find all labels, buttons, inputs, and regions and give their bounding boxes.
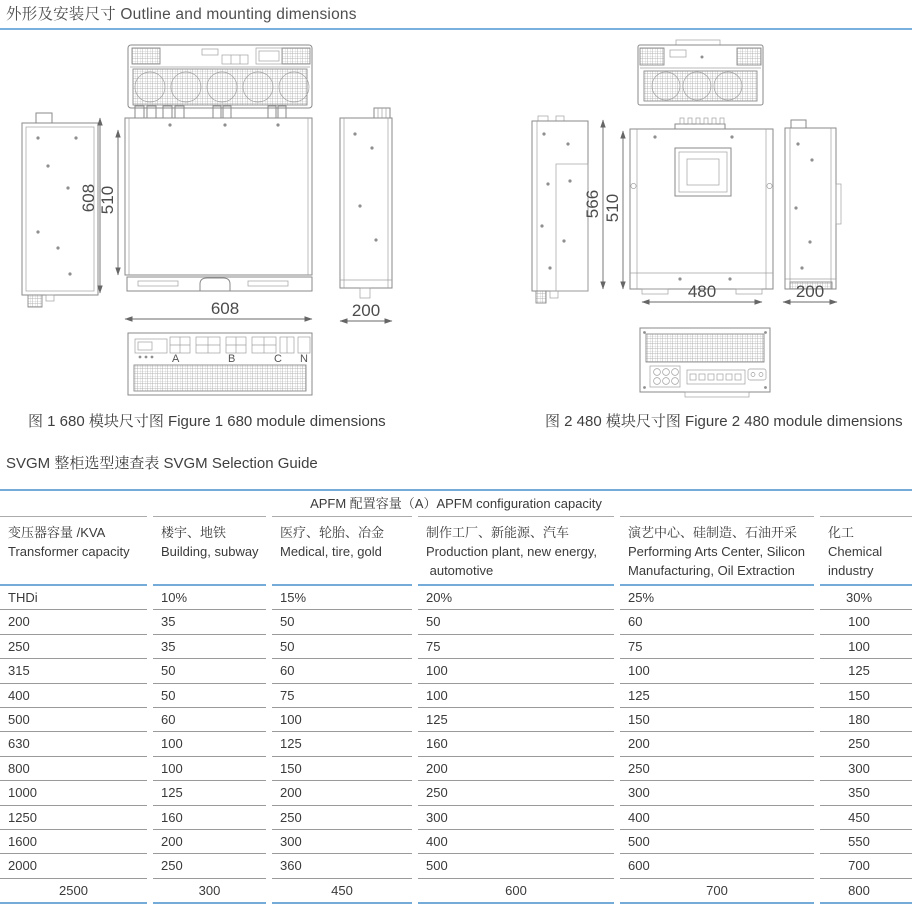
table-cell: 75 bbox=[418, 635, 614, 659]
table-row bbox=[0, 781, 912, 805]
table-cell: 125 bbox=[418, 708, 614, 732]
table-cell: 300 bbox=[820, 757, 912, 781]
fig1-dim-200-depth: 200 bbox=[351, 301, 381, 320]
table-cell: 15% bbox=[272, 586, 412, 610]
table-cell: 20% bbox=[418, 586, 614, 610]
table-span-header: APFM 配置容量（A）APFM configuration capacity bbox=[0, 489, 912, 516]
table-cell: 400 bbox=[418, 830, 614, 854]
table-cell: 200 bbox=[418, 757, 614, 781]
fig1-front-view bbox=[125, 106, 312, 291]
column-header: 变压器容量 /KVA Transformer capacity bbox=[0, 516, 147, 586]
table-cell: 300 bbox=[418, 806, 614, 830]
fig2-front-view bbox=[630, 118, 773, 294]
table-cell: 150 bbox=[820, 684, 912, 708]
table-cell: 150 bbox=[272, 757, 412, 781]
table-cell: 100 bbox=[820, 610, 912, 634]
table-cell: 100 bbox=[153, 732, 266, 756]
fig1-connector-label-a: A bbox=[172, 353, 180, 365]
table-cell: 500 bbox=[418, 854, 614, 878]
table-cell: 200 bbox=[0, 610, 147, 634]
table-cell: 50 bbox=[272, 610, 412, 634]
table-cell: 60 bbox=[620, 610, 814, 634]
table-cell: 160 bbox=[418, 732, 614, 756]
table-cell: 200 bbox=[153, 830, 266, 854]
fig1-connector-label-n: N bbox=[300, 353, 308, 365]
table-cell: 50 bbox=[272, 635, 412, 659]
table-column-headers bbox=[0, 516, 912, 586]
column-header: 楼宇、地铁 Building, subway bbox=[153, 516, 266, 586]
table-row bbox=[0, 830, 912, 854]
table-cell: 30% bbox=[820, 586, 912, 610]
table-cell: 100 bbox=[418, 659, 614, 683]
figure1-caption: 图 1 680 模块尺寸图 Figure 1 680 module dimensions bbox=[28, 413, 386, 430]
column-header: 制作工厂、新能源、汽车 Production plant, new energy, automotive bbox=[418, 516, 614, 586]
fig2-bottom-view bbox=[640, 328, 770, 397]
fig1-dim-510-vertical: 510 bbox=[98, 185, 117, 215]
table-cell: 500 bbox=[0, 708, 147, 732]
table-cell: 75 bbox=[620, 635, 814, 659]
fig2-display-screen bbox=[675, 148, 731, 196]
table-row bbox=[0, 708, 912, 732]
table-cell: 200 bbox=[272, 781, 412, 805]
table-cell: 125 bbox=[620, 684, 814, 708]
section-title: SVGM 整柜选型速查表 SVGM Selection Guide bbox=[6, 455, 318, 472]
table-cell: 600 bbox=[620, 854, 814, 878]
table-cell: 250 bbox=[153, 854, 266, 878]
table-cell: 250 bbox=[272, 806, 412, 830]
fig1-bottom-view bbox=[128, 333, 312, 395]
table-cell: 250 bbox=[820, 732, 912, 756]
table-cell: 25% bbox=[620, 586, 814, 610]
figure2-caption: 图 2 480 模块尺寸图 Figure 2 480 module dimensions bbox=[545, 413, 903, 430]
table-cell: 10% bbox=[153, 586, 266, 610]
table-cell: 180 bbox=[820, 708, 912, 732]
fig2-dimensions bbox=[583, 120, 837, 302]
table-cell: 2500 bbox=[0, 879, 147, 904]
fig1-connector-label-c: C bbox=[274, 353, 282, 365]
table-cell: 250 bbox=[620, 757, 814, 781]
column-header: 化工 Chemical industry bbox=[820, 516, 912, 586]
table-cell: 300 bbox=[153, 879, 266, 904]
fig1-dim-608-vertical: 608 bbox=[79, 183, 98, 213]
table-row bbox=[0, 586, 912, 610]
table-row bbox=[0, 732, 912, 756]
table-cell: 315 bbox=[0, 659, 147, 683]
table-cell: THDi bbox=[0, 586, 147, 610]
table-cell: 600 bbox=[418, 879, 614, 904]
table-row bbox=[0, 757, 912, 781]
table-cell: 100 bbox=[418, 684, 614, 708]
table-cell: 700 bbox=[620, 879, 814, 904]
table-cell: 700 bbox=[820, 854, 912, 878]
table-cell: 160 bbox=[153, 806, 266, 830]
table-cell: 125 bbox=[820, 659, 912, 683]
table-cell: 500 bbox=[620, 830, 814, 854]
column-header: 演艺中心、硅制造、石油开采 Performing Arts Center, Silicon Manufacturing, Oil Extraction bbox=[620, 516, 814, 586]
table-cell: 150 bbox=[620, 708, 814, 732]
fig1-connector-label-b: B bbox=[228, 353, 236, 365]
table-cell: 125 bbox=[272, 732, 412, 756]
table-row bbox=[0, 635, 912, 659]
table-cell: 800 bbox=[820, 879, 912, 904]
table-body bbox=[0, 586, 912, 903]
fig2-dim-566-vertical: 566 bbox=[583, 189, 602, 219]
table-cell: 35 bbox=[153, 610, 266, 634]
table-cell: 200 bbox=[620, 732, 814, 756]
table-cell: 300 bbox=[620, 781, 814, 805]
fig2-dim-200-depth: 200 bbox=[795, 282, 825, 301]
table-cell: 60 bbox=[272, 659, 412, 683]
table-cell: 1000 bbox=[0, 781, 147, 805]
selection-table bbox=[0, 489, 912, 903]
fig1-top-view bbox=[128, 45, 312, 108]
table-cell: 100 bbox=[153, 757, 266, 781]
table-row bbox=[0, 854, 912, 878]
table-cell: 250 bbox=[0, 635, 147, 659]
page-title: 外形及安装尺寸 Outline and mounting dimensions bbox=[6, 6, 357, 23]
table-cell: 50 bbox=[153, 684, 266, 708]
table-cell: 2000 bbox=[0, 854, 147, 878]
fig2-right-side-view bbox=[785, 120, 841, 289]
table-cell: 450 bbox=[272, 879, 412, 904]
table-cell: 60 bbox=[153, 708, 266, 732]
table-row bbox=[0, 806, 912, 830]
fig2-dim-480-horizontal: 480 bbox=[687, 282, 717, 301]
figure2-drawing-480 bbox=[490, 36, 912, 406]
table-cell: 1250 bbox=[0, 806, 147, 830]
table-cell: 100 bbox=[272, 708, 412, 732]
table-cell: 300 bbox=[272, 830, 412, 854]
fig1-dim-608-horizontal: 608 bbox=[210, 299, 240, 318]
column-header: 医疗、轮胎、冶金 Medical, tire, gold bbox=[272, 516, 412, 586]
table-cell: 50 bbox=[153, 659, 266, 683]
table-cell: 400 bbox=[620, 806, 814, 830]
table-cell: 100 bbox=[820, 635, 912, 659]
table-cell: 50 bbox=[418, 610, 614, 634]
title-underline bbox=[0, 28, 912, 30]
fig2-dim-510-vertical: 510 bbox=[603, 193, 622, 223]
table-cell: 100 bbox=[620, 659, 814, 683]
table-cell: 75 bbox=[272, 684, 412, 708]
fig2-left-side-view bbox=[532, 116, 588, 303]
table-cell: 250 bbox=[418, 781, 614, 805]
table-row bbox=[0, 879, 912, 903]
table-row bbox=[0, 659, 912, 683]
table-cell: 450 bbox=[820, 806, 912, 830]
table-cell: 35 bbox=[153, 635, 266, 659]
figure1-drawing-680 bbox=[10, 36, 450, 406]
table-cell: 125 bbox=[153, 781, 266, 805]
table-cell: 360 bbox=[272, 854, 412, 878]
table-row bbox=[0, 684, 912, 708]
table-cell: 1600 bbox=[0, 830, 147, 854]
table-cell: 800 bbox=[0, 757, 147, 781]
table-cell: 550 bbox=[820, 830, 912, 854]
fig1-right-side-view bbox=[340, 108, 392, 298]
table-row bbox=[0, 610, 912, 634]
table-cell: 400 bbox=[0, 684, 147, 708]
table-cell: 630 bbox=[0, 732, 147, 756]
table-cell: 350 bbox=[820, 781, 912, 805]
fig2-top-view bbox=[638, 40, 763, 105]
